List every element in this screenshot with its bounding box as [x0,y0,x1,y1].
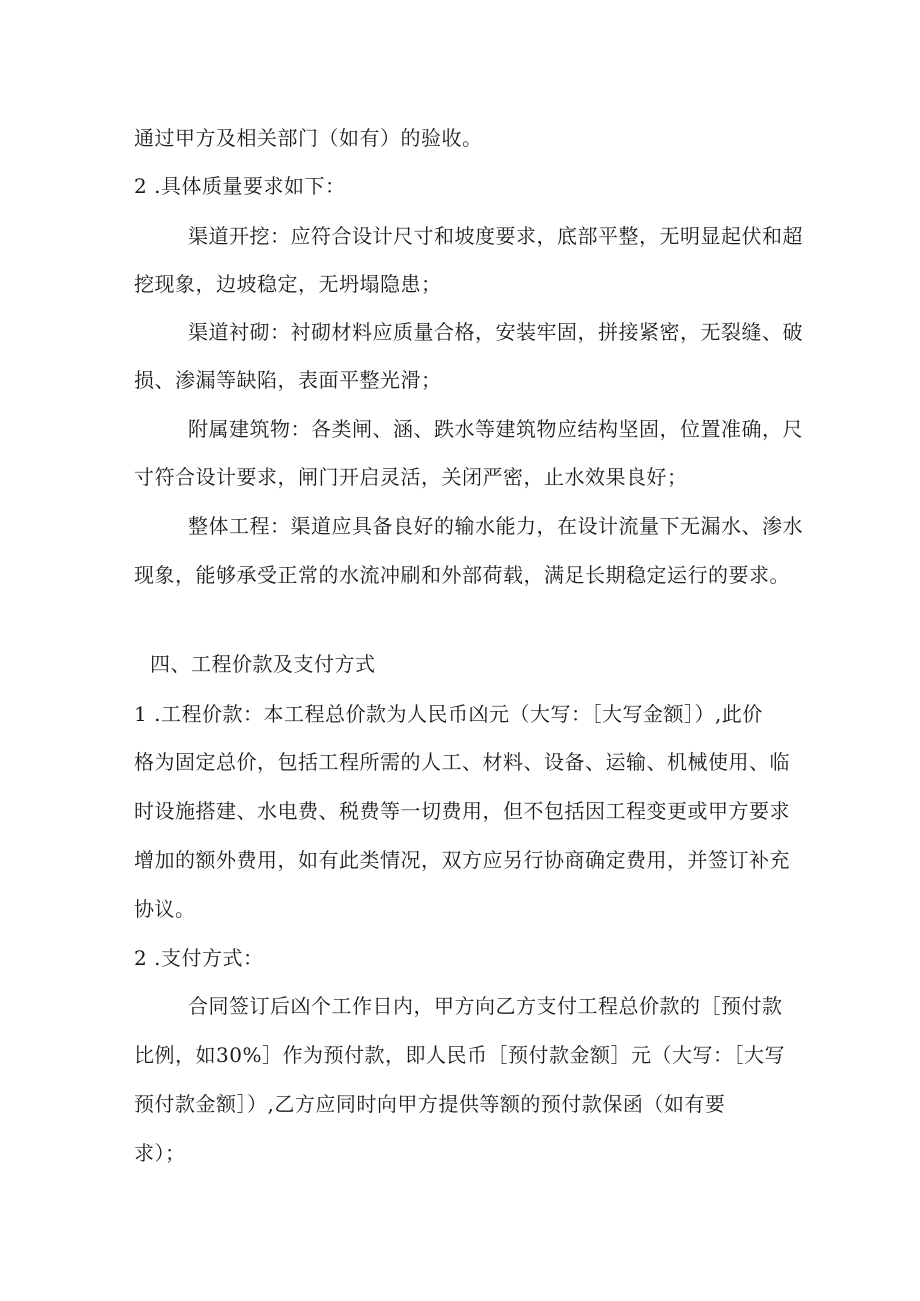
text-line: 增加的额外费用，如有此类情况，双方应另行协商确定费用，并签订补充 [134,848,790,872]
text-line: 整体工程：渠道应具备良好的输水能力，在设计流量下无漏水、渗水 [188,514,803,538]
text-line: 比例，如30%］作为预付款，即人民币［预付款金额］元（大写：［大写 [134,1043,785,1067]
text-line: 渠道衬砌：衬砌材料应质量合格，安装牢固，拼接紧密，无裂缝、破 [188,320,803,344]
text-line: 求）； [134,1141,186,1165]
text-line: 合同签订后凶个工作日内，甲方向乙方支付工程总价款的［预付款 [188,994,783,1018]
text-line: 挖现象，边坡稳定，无坍塌隐患； [134,272,442,296]
text-line: 寸符合设计要求，闸门开启灵活，关闭严密，止水效果良好； [134,465,688,489]
section-item-heading: 2 .支付方式： [134,946,264,970]
text-line: 渠道开挖：应符合设计尺寸和坡度要求，底部平整，无明显起伏和超 [188,224,803,248]
text-line: 时设施搭建、水电费、税费等一切费用，但不包括因工程变更或甲方要求 [134,799,790,823]
text-line: 格为固定总价，包括工程所需的人工、材料、设备、运输、机械使用、临 [134,750,790,774]
text-line: 通过甲方及相关部门（如有）的验收。 [134,126,483,150]
section-item-heading: 2 .具体质量要求如下： [134,174,346,198]
text-line: 损、渗漏等缺陷，表面平整光滑； [134,368,442,392]
text-line: 预付款金额］）,乙方应同时向甲方提供等额的预付款保函（如有要 [134,1092,726,1116]
text-line: 附属建筑物：各类闸、涵、跌水等建筑物应结构坚固，位置准确，尺 [188,417,803,441]
text-line: 协议。 [134,897,196,921]
section-heading: 四、工程价款及支付方式 [150,652,376,676]
section-item-heading: 1 .工程价款：本工程总价款为人民币凶元（大写：［大写金额］）,此价 [134,702,763,726]
text-line: 现象，能够承受正常的水流冲刷和外部荷载，满足长期稳定运行的要求。 [134,563,790,587]
